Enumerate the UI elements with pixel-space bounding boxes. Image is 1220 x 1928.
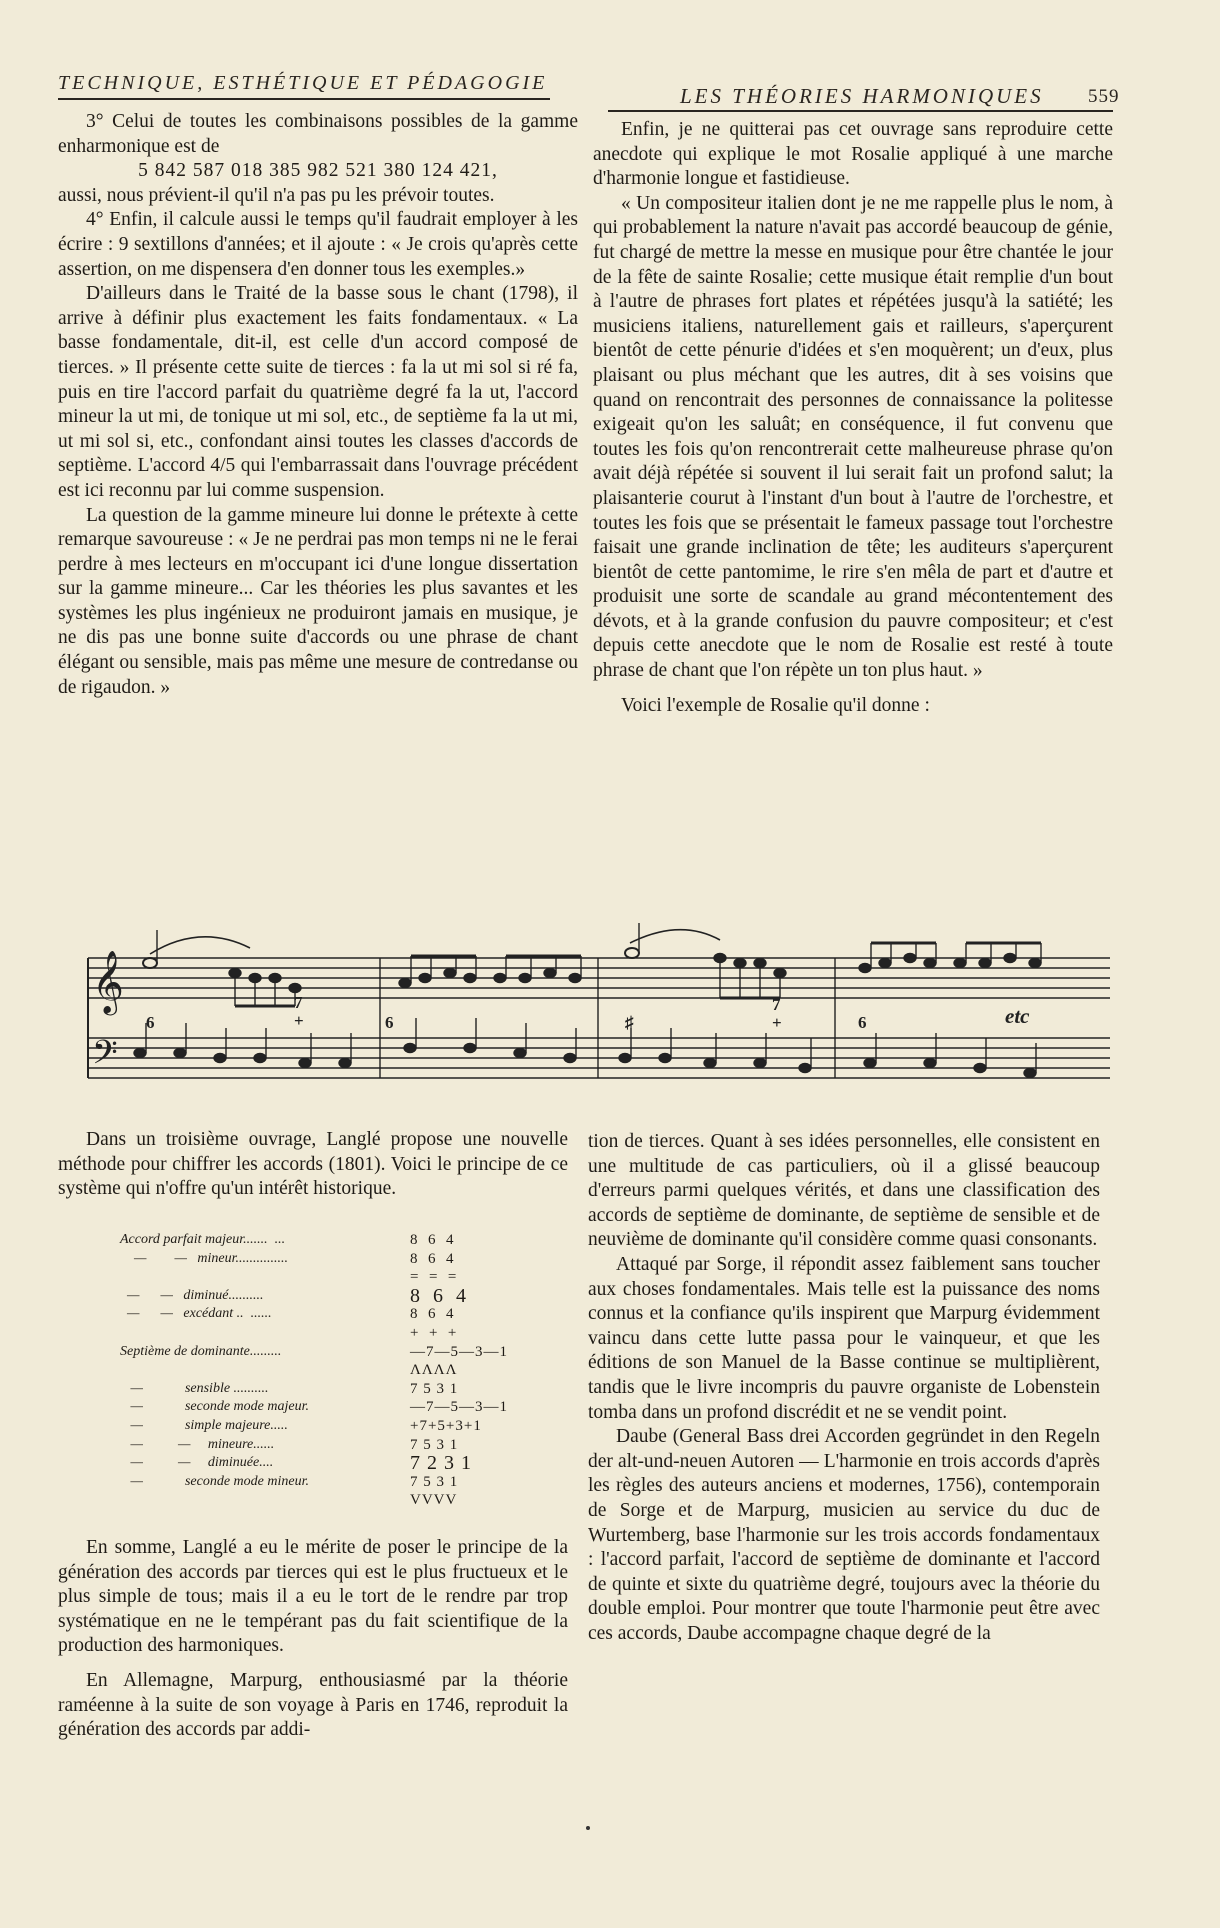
stray-mark — [586, 1826, 590, 1830]
table-row-label: Accord parfait majeur....... ... — [120, 1232, 286, 1247]
figure: 7 — [772, 995, 781, 1014]
table-row — [120, 1284, 550, 1307]
header-rule-left — [58, 98, 550, 100]
table-row-figures: 7 2 3 1 — [410, 1452, 472, 1475]
right-column-lower — [588, 1130, 1100, 1646]
table-row-figures: 7 5 3 1 — [410, 1436, 459, 1453]
table-row — [120, 1474, 550, 1493]
paragraph: En somme, Langlé a eu le mérite de poser le principe de la génération des accords par tierces qui est le plus fructueux et le plus simple de tous; mais il a eu le tort de le rendre par trop systématique en ne le tempérant pas du fait scientifique de la production des harmoniques. — [58, 1537, 568, 1657]
table-row-figures: 7 5 3 1 — [410, 1473, 459, 1490]
paragraph: La question de la gamme mineure lui donne le prétexte à cette remarque savoureuse : « Je ne perdrai pas mon temps ni ne le ferai perdre à mes lecteurs en m'occupant ici d'une longue dissertation sur la gamme mineure... Car les théories les plus savantes et les systèmes les plus ingénieux ne produiront jamais en musique, je ne dis pas une bonne suite d'accords ou une phrase de chant élégant ou sensible, mais pas même une mesure de contredanse ou de rigaudon. » — [58, 504, 578, 698]
table-row — [120, 1492, 550, 1511]
paragraph: 3° Celui de toutes les combinaisons possibles de la gamme enharmonique est de — [58, 111, 578, 157]
table-row-figures: ΛΛΛΛ — [410, 1362, 458, 1379]
paragraph: aussi, nous prévient-il qu'il n'a pas pu les prévoir toutes. — [58, 184, 495, 206]
table-row-figures: +7+5+3+1 — [410, 1417, 482, 1434]
figure: + — [294, 1011, 304, 1030]
langle-figure-table — [120, 1232, 550, 1511]
table-row — [120, 1232, 550, 1251]
table-row-figures: 8 6 4 — [410, 1306, 455, 1323]
table-row — [120, 1269, 550, 1288]
table-row-label: — — mineure...... — [120, 1436, 275, 1452]
figure: 6 — [858, 1013, 867, 1032]
table-row — [120, 1452, 550, 1475]
table-row — [120, 1251, 550, 1270]
table-row-figures: + + + — [410, 1324, 458, 1341]
paragraph: « Un compositeur italien dont je ne me rappelle plus le nom, à qui probablement la nature n'avait pas accordé beaucoup de génie, fut chargé de mettre la messe en musique pour être chantée le jour de la fête de sainte Rosalie; cette musique était remplie d'un bout à l'autre de phrases fort plates et répétées jusqu'à la satiété; les musiciens italiens, naturellement gais et railleurs, s'aperçurent bientôt de cette pénurie d'idées et s'en moquèrent; un d'eux, plus plaisant ou plus méchant que les autres, dit à ses voisins que quand on rencontrait des personnes de connaissance la politesse exigeait qu'on les saluât; en conséquence, il fut convenu que toutes les fois qu'on rencontrerait cette malheureuse phrase qu'on avait déjà répétée si souvent il lui serait fait un profond salut; la plaisanterie courut à l'instant d'un bout à l'autre de l'orchestre, et toutes les fois que se présentait le fameux passage tout l'orchestre faisait une grande inclination de tête; les auditeurs s'aperçurent bientôt de cette pantomime, le rire s'en mêla de part et d'autre et produisit une sorte de scandale au grand mécontentement des dévots, et à la grande confusion du pauvre compositeur; et c'est depuis cette anecdote que le nom de Rosalie est resté à toute phrase de chant que l'on répète un ton plus haut. » — [593, 192, 1113, 682]
table-row — [120, 1325, 550, 1344]
svg-text:𝄞: 𝄞 — [92, 950, 124, 1013]
large-number: 5 842 587 018 385 982 521 380 124 421, — [138, 160, 498, 182]
left-column-upper — [58, 110, 578, 700]
table-row-label: — — diminuée.... — [120, 1455, 274, 1471]
table-row-label: — — diminué.......... — [120, 1287, 264, 1303]
header-rule-right — [608, 110, 1113, 112]
paragraph: 4° Enfin, il calcule aussi le temps qu'il faudrait employer à les écrire : 9 sextillons d'années; et il ajoute : « Je crois qu'après cette assertion, on me dispensera d'en donner tous les exemples.» — [58, 209, 578, 280]
table-row-label: — — excédant .. ...... — [120, 1306, 272, 1322]
table-row — [120, 1344, 550, 1363]
running-header-right: LES THÉORIES HARMONIQUES — [680, 84, 1044, 108]
paragraph: En Allemagne, Marpurg, enthousiasmé par la théorie raméenne à la suite de son voyage à Paris en 1746, reproduit la génération des accords par addi- — [58, 1669, 568, 1741]
paragraph: Dans un troisième ouvrage, Langlé propose une nouvelle méthode pour chiffrer les accords (1801). Voici le principe de ce système qui n'offre qu'un intérêt historique. — [58, 1129, 568, 1200]
table-row — [120, 1362, 550, 1381]
table-row-label: — — mineur............... — [120, 1250, 289, 1266]
table-row-figures: 8 6 4 — [410, 1284, 467, 1307]
table-row-figures: 7 5 3 1 — [410, 1380, 459, 1397]
figure: 7 — [294, 993, 303, 1012]
table-row-figures: = = = — [410, 1269, 458, 1286]
paragraph: Enfin, je ne quitterai pas cet ouvrage sans reproduire cette anecdote qui explique le mot Rosalie appliqué à une marche d'harmonie longue et fastidieuse. — [593, 119, 1113, 190]
running-header-left: TECHNIQUE, ESTHÉTIQUE ET PÉDAGOGIE — [58, 72, 548, 94]
table-row-figures: 8 6 4 — [410, 1250, 455, 1267]
table-row-figures: VVVV — [410, 1492, 458, 1509]
left-column-lower-2 — [58, 1536, 568, 1743]
svg-text:𝄢: 𝄢 — [92, 1034, 118, 1080]
paragraph: tion de tierces. Quant à ses idées personnelles, elle consistent en une multitude de cas particuliers, où il a glissé beaucoup d'erreurs parmi quelques vérités, et dans une classification des accords de septième de dominante, de septième de sensible et de neuvième de dominante qu'il considère comme quasi consonants. — [588, 1131, 1100, 1251]
table-row — [120, 1399, 550, 1418]
left-column-lower — [58, 1128, 568, 1202]
table-row — [120, 1306, 550, 1325]
table-row-label: — sensible .......... — [120, 1380, 269, 1396]
table-row-label: — seconde mode majeur. — [120, 1399, 309, 1415]
table-row — [120, 1418, 550, 1437]
table-row — [120, 1437, 550, 1456]
table-row-label: Septième de dominante......... — [120, 1343, 282, 1359]
etc-label: etc — [1005, 1004, 1030, 1028]
right-column-upper — [593, 118, 1113, 718]
table-row-figures: 8 6 4 — [410, 1232, 455, 1248]
figure: 6 — [146, 1013, 155, 1032]
music-example — [80, 918, 1110, 1093]
table-row-label: — seconde mode mineur. — [120, 1473, 309, 1489]
paragraph: Daube (General Bass drei Accorden gegründet in den Regeln der alt-und-neuen Autoren — L'harmonie en trois accords d'après les règles des auteurs anciens et modernes, 1756), contemporain de Sorge et de Marpurg, musicien au service du duc de Wurtemberg, base l'harmonie sur les trois accords fondamentaux : l'accord parfait, l'accord de septième de dominante et l'accord de quinte et sixte du quatrième degré, toujours avec la théorie du double emploi. Pour montrer que toute l'harmonie peut être avec ces accords, Daube accompagne chaque degré de la — [588, 1426, 1100, 1644]
paragraph: Voici l'exemple de Rosalie qu'il donne : — [621, 694, 930, 716]
paragraph: D'ailleurs dans le Traité de la basse sous le chant (1798), il arrive à définir plus exactement les faits fondamentaux. « La basse fondamentale, dit-il, est celle d'un accord composé de tierces. » Il présente cette suite de tierces : fa la ut mi sol si ré fa, puis en tire l'accord parfait du quatrième degré fa la ut, l'accord mineur la ut mi, de tonique ut mi sol, etc., de septième fa la ut mi, ut mi sol si, etc., confondant ainsi toutes les classes d'accords de septième. L'accord 4/5 qui l'embarrassait dans l'ouvrage précédent est ici reconnu par lui comme suspension. — [58, 283, 578, 501]
figure: 6 — [385, 1013, 394, 1032]
table-row-label: — simple majeure..... — [120, 1417, 288, 1433]
paragraph: Attaqué par Sorge, il répondit assez faiblement sans toucher aux choses fondamentales. Mais telle est la puissance des noms connus et la confiance qu'ils inspirent que Marpurg évidemment vaincu dans cette lutte passa pour le vainqueur, et que les éditions de son Manuel de la Basse continue se multiplièrent, tandis que le livre incompris du pauvre organiste de Lobenstein tomba dans un profond discrédit et ne se vendit point. — [588, 1253, 1100, 1423]
table-row-figures: —7—5—3—1 — [410, 1399, 508, 1416]
table-row — [120, 1381, 550, 1400]
table-row-figures: —7—5—3—1 — [410, 1343, 508, 1360]
figure: + — [772, 1013, 782, 1032]
figure: ♯ — [625, 1013, 634, 1032]
page-number: 559 — [1088, 86, 1120, 107]
